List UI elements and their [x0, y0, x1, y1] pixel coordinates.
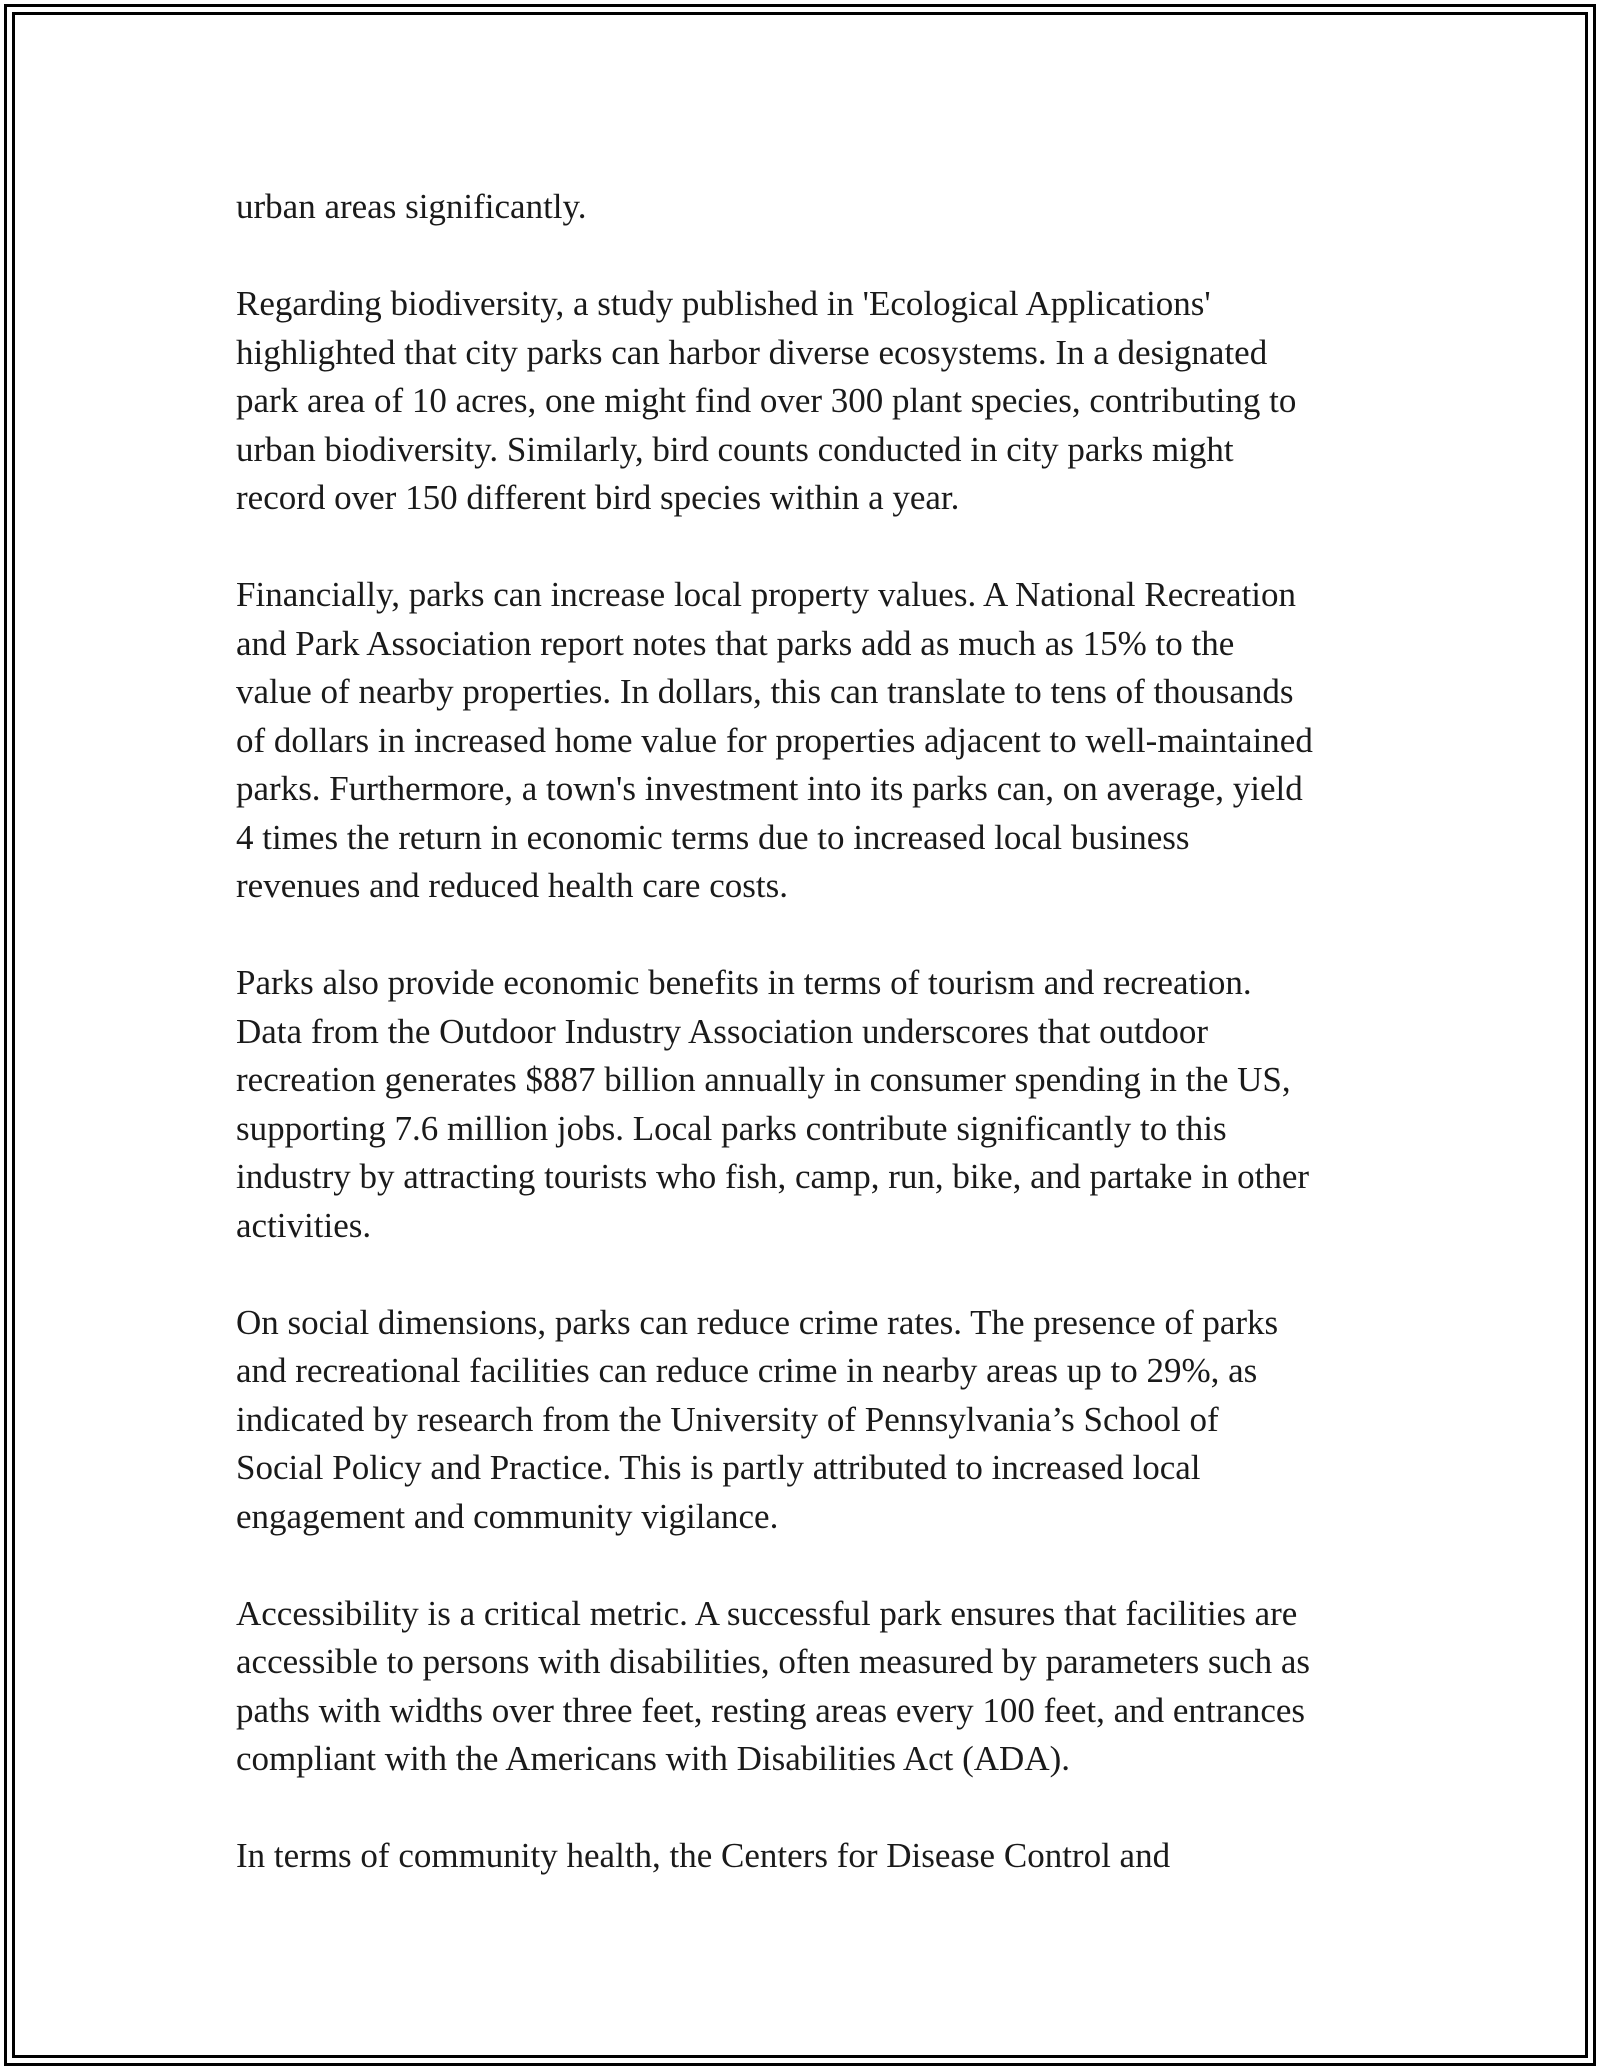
- paragraph-biodiversity: [236, 280, 1386, 523]
- text-line: Accessibility is a critical metric. A successful park ensures that facilities are: [236, 1593, 1298, 1633]
- text-line: Data from the Outdoor Industry Association underscores that outdoor: [236, 1011, 1209, 1051]
- text-line: engagement and community vigilance.: [236, 1496, 779, 1536]
- text-line: urban areas significantly.: [236, 187, 587, 226]
- text-line: industry by attracting tourists who fish, camp, run, bike, and partake in other: [236, 1157, 1310, 1196]
- document-body: [236, 183, 1386, 1929]
- text-line: and Park Association report notes that parks add as much as 15% to the: [236, 623, 1235, 663]
- paragraph-urban-areas: [236, 183, 1386, 232]
- text-line: On social dimensions, parks can reduce crime rates. The presence of parks: [236, 1302, 1279, 1342]
- text-line: paths with widths over three feet, resting areas every 100 feet, and entrances: [236, 1690, 1306, 1730]
- text-line: Regarding biodiversity, a study published in 'Ecological Applications': [236, 284, 1211, 323]
- text-line: recreation generates $887 billion annually in consumer spending in the US,: [236, 1060, 1291, 1099]
- text-line: supporting 7.6 million jobs. Local parks contribute significantly to this: [236, 1108, 1227, 1148]
- text-line: highlighted that city parks can harbor diverse ecosystems. In a designated: [236, 332, 1268, 372]
- text-line: of dollars in increased home value for properties adjacent to well-maintained: [236, 720, 1313, 760]
- text-line: compliant with the Americans with Disabilities Act (ADA).: [236, 1739, 1071, 1778]
- text-line: Financially, parks can increase local property values. A National Recreation: [236, 575, 1296, 614]
- text-line: activities.: [236, 1205, 372, 1245]
- paragraph-crime-rates: [236, 1299, 1386, 1542]
- text-line: urban biodiversity. Similarly, bird counts conducted in city parks might: [236, 429, 1234, 469]
- text-line: 4 times the return in economic terms due to increased local business: [236, 817, 1190, 857]
- text-line: Parks also provide economic benefits in terms of tourism and recreation.: [236, 963, 1252, 1002]
- paragraph-property-values: [236, 571, 1386, 911]
- paragraph-community-health: [236, 1832, 1386, 1881]
- paragraph-tourism-recreation: [236, 959, 1386, 1250]
- text-line: and recreational facilities can reduce crime in nearby areas up to 29%, as: [236, 1351, 1258, 1390]
- text-line: indicated by research from the University of Pennsylvania’s School of: [236, 1399, 1219, 1439]
- paragraph-accessibility: [236, 1590, 1386, 1784]
- text-line: value of nearby properties. In dollars, this can translate to tens of thousands: [236, 672, 1294, 711]
- text-line: record over 150 different bird species within a year.: [236, 478, 960, 517]
- text-line: parks. Furthermore, a town's investment into its parks can, on average, yield: [236, 769, 1303, 808]
- text-line: accessible to persons with disabilities, often measured by parameters such as: [236, 1642, 1310, 1681]
- text-line: Social Policy and Practice. This is partly attributed to increased local: [236, 1448, 1201, 1487]
- text-line: In terms of community health, the Centers for Disease Control and: [236, 1836, 1171, 1875]
- text-line: park area of 10 acres, one might find over 300 plant species, contributing to: [236, 381, 1297, 420]
- text-line: revenues and reduced health care costs.: [236, 866, 788, 905]
